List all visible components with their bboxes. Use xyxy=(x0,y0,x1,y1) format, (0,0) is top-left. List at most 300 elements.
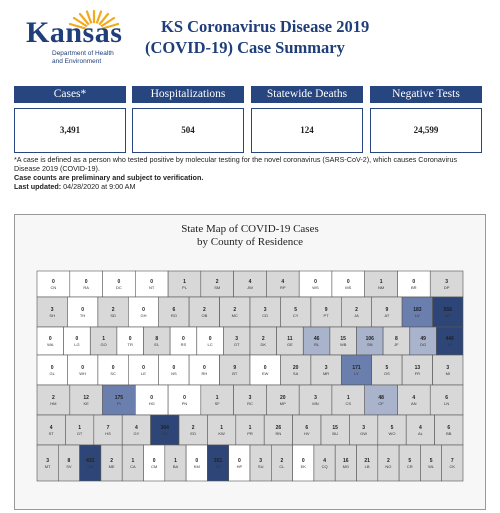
county-sw xyxy=(80,445,101,481)
footnotes xyxy=(14,155,484,191)
county-abbrev: GH xyxy=(140,313,147,318)
county-count: 0 xyxy=(195,458,199,464)
county-count: 183 xyxy=(413,307,422,313)
county-abbrev: PR xyxy=(247,431,253,436)
county-count: 6 xyxy=(172,307,176,313)
county-ns xyxy=(159,355,189,385)
county-sn xyxy=(357,327,384,355)
county-count: 8 xyxy=(395,336,398,342)
county-abbrev: MR xyxy=(322,371,330,376)
county-abbrev: RS xyxy=(180,342,187,347)
stat-negative-tests-label: Negative Tests xyxy=(370,86,482,103)
county-abbrev: CA xyxy=(130,464,136,469)
county-count: 1 xyxy=(183,279,186,285)
stat-deaths-value: 124 xyxy=(251,108,363,153)
county-abbrev: MC xyxy=(231,313,238,318)
county-abbrev: DG xyxy=(420,342,427,347)
county-count: 4 xyxy=(412,395,416,401)
county-abbrev: RL xyxy=(314,342,320,347)
county-abbrev: HS xyxy=(105,431,111,436)
county-count: 0 xyxy=(150,395,154,401)
last-updated-value: 04/28/2020 at 9:00 AM xyxy=(63,182,136,191)
county-cs xyxy=(332,385,365,415)
county-abbrev: CD xyxy=(262,313,269,318)
county-count: 175 xyxy=(114,395,124,401)
county-lc xyxy=(197,327,224,355)
county-rl xyxy=(303,327,330,355)
stat-negative-tests xyxy=(370,86,482,152)
county-mg xyxy=(335,445,356,481)
stat-deaths xyxy=(251,86,363,152)
county-dk xyxy=(250,327,277,355)
logo-wordmark: Kansas xyxy=(26,16,123,49)
county-abbrev: CN xyxy=(50,285,57,290)
stat-negative-tests-value: 24,599 xyxy=(370,108,482,153)
county-ba xyxy=(165,445,186,481)
county-rh xyxy=(189,355,219,385)
county-tr xyxy=(117,327,144,355)
county-abbrev: EK xyxy=(300,464,306,469)
county-br xyxy=(398,271,431,297)
county-mn xyxy=(299,385,332,415)
stat-hospitalizations xyxy=(132,86,244,152)
logo-sub-line2: and Environment xyxy=(52,58,102,65)
county-count: 1 xyxy=(131,458,135,464)
county-abbrev: LB xyxy=(364,464,370,469)
county-abbrev: ED xyxy=(190,431,196,436)
county-kw xyxy=(207,415,235,445)
county-abbrev: GT xyxy=(76,431,83,436)
county-count: 0 xyxy=(203,365,206,371)
county-count: 3 xyxy=(324,365,328,371)
county-el xyxy=(144,327,171,355)
county-mt xyxy=(37,445,58,481)
county-count: 1 xyxy=(78,425,81,431)
stat-cases-value: 3,491 xyxy=(14,108,126,153)
county-ke xyxy=(70,385,103,415)
county-dc xyxy=(103,271,136,297)
county-count: 5 xyxy=(390,425,394,431)
county-abbrev: LV xyxy=(415,313,420,318)
county-abbrev: RO xyxy=(170,313,177,318)
county-abbrev: RN xyxy=(275,431,282,436)
county-rn xyxy=(264,415,292,445)
county-count: 0 xyxy=(263,365,267,371)
county-count: 558 xyxy=(443,307,452,313)
county-ws xyxy=(299,271,332,297)
county-gy xyxy=(122,415,150,445)
county-fi xyxy=(103,385,136,415)
county-abbrev: ST xyxy=(48,431,54,436)
county-cl xyxy=(271,445,292,481)
county-count: 3 xyxy=(445,279,448,285)
county-count: 2 xyxy=(110,458,113,464)
county-abbrev: HP xyxy=(236,464,243,469)
county-count: 171 xyxy=(352,365,361,371)
county-count: 6 xyxy=(305,425,309,431)
county-abbrev: ME xyxy=(108,464,115,469)
county-abbrev: KM xyxy=(193,464,200,469)
county-count: 9 xyxy=(233,365,237,371)
county-jw xyxy=(234,271,267,297)
county-count: 0 xyxy=(128,336,132,342)
county-abbrev: HM xyxy=(50,401,57,406)
county-st xyxy=(37,415,65,445)
county-count: 2 xyxy=(215,279,219,285)
county-cq xyxy=(314,445,335,481)
county-pt xyxy=(311,297,341,327)
county-le xyxy=(128,355,158,385)
county-wa xyxy=(37,327,64,355)
county-count: 0 xyxy=(48,336,52,342)
county-count: 5 xyxy=(408,458,412,464)
county-count: 2 xyxy=(203,307,206,313)
county-abbrev: FI xyxy=(117,401,121,406)
county-ln xyxy=(430,385,463,415)
county-hg xyxy=(135,385,168,415)
county-abbrev: TR xyxy=(127,342,133,347)
county-fr xyxy=(402,355,432,385)
county-abbrev: PN xyxy=(181,401,188,406)
county-abbrev: BU xyxy=(332,431,338,436)
county-abbrev: JA xyxy=(354,313,359,318)
county-abbrev: GY xyxy=(133,431,140,436)
county-count: 5 xyxy=(429,458,433,464)
county-abbrev: SC xyxy=(110,371,116,376)
county-abbrev: MN xyxy=(312,401,319,406)
stat-cases xyxy=(14,86,126,152)
stat-hospitalizations-label: Hospitalizations xyxy=(132,86,244,103)
county-count: 0 xyxy=(346,279,350,285)
county-abbrev: LN xyxy=(444,401,450,406)
county-abbrev: HG xyxy=(148,401,155,406)
county-at xyxy=(372,297,402,327)
county-abbrev: LE xyxy=(141,371,146,376)
county-abbrev: WO xyxy=(388,431,396,436)
county-cm xyxy=(144,445,165,481)
county-abbrev: RC xyxy=(247,401,253,406)
county-count: 20 xyxy=(280,395,286,401)
county-count: 2 xyxy=(280,458,284,464)
county-abbrev: BB xyxy=(446,431,452,436)
county-ot xyxy=(223,327,250,355)
county-count: 0 xyxy=(81,307,84,313)
county-lb xyxy=(357,445,378,481)
county-cr xyxy=(399,445,420,481)
page-title xyxy=(145,16,445,58)
county-count: 446 xyxy=(445,336,454,342)
county-go xyxy=(90,327,117,355)
county-count: 3 xyxy=(446,365,450,371)
map-title-line2: by County of Residence xyxy=(196,236,303,248)
county-abbrev: KE xyxy=(83,401,89,406)
county-sd xyxy=(98,297,128,327)
county-rs xyxy=(170,327,197,355)
county-abbrev: OB xyxy=(201,313,208,318)
county-gl xyxy=(37,355,67,385)
county-wy xyxy=(433,297,463,327)
county-abbrev: WS xyxy=(312,285,319,290)
county-count: 2 xyxy=(355,307,358,313)
county-count: 4 xyxy=(135,425,138,431)
county-count: 21 xyxy=(364,458,370,464)
county-ew xyxy=(250,355,280,385)
county-abbrev: SN xyxy=(367,342,373,347)
county-count: 0 xyxy=(50,365,54,371)
county-count: 1 xyxy=(346,395,350,401)
county-count: 46 xyxy=(313,336,320,342)
county-hp xyxy=(229,445,250,481)
county-count: 3 xyxy=(259,458,263,464)
county-abbrev: GO xyxy=(100,342,107,347)
county-abbrev: CQ xyxy=(321,464,328,469)
county-gt xyxy=(65,415,93,445)
county-km xyxy=(186,445,207,481)
county-count: 0 xyxy=(52,279,55,285)
county-count: 106 xyxy=(365,336,374,342)
county-abbrev: KW xyxy=(218,431,225,436)
county-count: 15 xyxy=(340,336,346,342)
county-count: 3 xyxy=(314,395,317,401)
county-abbrev: SU xyxy=(257,464,264,469)
county-me xyxy=(101,445,122,481)
county-count: 0 xyxy=(152,458,156,464)
county-abbrev: HV xyxy=(304,431,310,436)
county-count: 20 xyxy=(292,365,299,371)
county-abbrev: CS xyxy=(345,401,352,406)
county-abbrev: CL xyxy=(279,464,285,469)
county-count: 7 xyxy=(106,425,110,431)
page-title-line2: (COVID-19) Case Summary xyxy=(145,38,345,57)
county-count: 0 xyxy=(81,365,84,371)
stat-cases-label: Cases* xyxy=(14,86,126,103)
county-count: 0 xyxy=(412,279,416,285)
county-abbrev: CF xyxy=(378,401,384,406)
county-jf xyxy=(383,327,410,355)
county-count: 4 xyxy=(323,458,326,464)
county-count: 16 xyxy=(343,458,349,464)
county-ca xyxy=(122,445,143,481)
county-count: 0 xyxy=(142,307,145,313)
county-count: 0 xyxy=(182,336,185,342)
county-abbrev: MP xyxy=(279,401,286,406)
county-abbrev: SD xyxy=(110,313,116,318)
county-abbrev: OT xyxy=(233,342,240,347)
county-cd xyxy=(250,297,280,327)
county-count: 2 xyxy=(191,425,195,431)
county-count: 7 xyxy=(450,458,454,464)
county-ed xyxy=(179,415,207,445)
county-abbrev: WB xyxy=(339,342,347,347)
county-count: 9 xyxy=(324,307,328,313)
county-count: 0 xyxy=(301,458,305,464)
county-abbrev: AN xyxy=(411,401,417,406)
county-nt xyxy=(135,271,168,297)
county-rp xyxy=(266,271,299,297)
county-count: 4 xyxy=(419,425,422,431)
county-count: 13 xyxy=(414,365,421,371)
county-abbrev: RH xyxy=(201,371,208,376)
county-count: 3 xyxy=(235,336,239,342)
county-count: 2 xyxy=(261,336,265,342)
county-wh xyxy=(67,355,97,385)
county-count: 26 xyxy=(275,425,282,431)
county-abbrev: SW xyxy=(87,464,94,469)
county-abbrev: GW xyxy=(360,431,368,436)
county-abbrev: CK xyxy=(449,464,456,469)
county-abbrev: NS xyxy=(171,371,177,376)
county-wl xyxy=(420,445,441,481)
county-gw xyxy=(349,415,377,445)
map-title-line1: State Map of COVID-19 Cases xyxy=(181,223,319,235)
county-lg xyxy=(64,327,91,355)
county-count: 9 xyxy=(385,307,389,313)
county-ly xyxy=(341,355,371,385)
county-abbrev: JF xyxy=(394,342,399,347)
county-abbrev: GL xyxy=(49,371,55,376)
county-abbrev: SM xyxy=(214,285,221,290)
county-ck xyxy=(442,445,463,481)
county-sh xyxy=(37,297,67,327)
county-dg xyxy=(410,327,437,355)
county-count: 3 xyxy=(248,395,252,401)
county-abbrev: TH xyxy=(79,313,86,318)
county-abbrev: DP xyxy=(443,285,450,290)
county-bb xyxy=(435,415,463,445)
county-mp xyxy=(266,385,299,415)
stat-deaths-label: Statewide Deaths xyxy=(251,86,363,103)
county-abbrev: LG xyxy=(74,342,80,347)
county-ek xyxy=(293,445,314,481)
county-mr xyxy=(311,355,341,385)
county-abbrev: LC xyxy=(207,342,213,347)
county-wo xyxy=(378,415,406,445)
page-title-line1: KS Coronavirus Disease 2019 xyxy=(161,17,370,36)
county-abbrev: NT xyxy=(149,285,155,290)
county-count: 1 xyxy=(174,458,177,464)
county-count: 0 xyxy=(183,395,186,401)
county-al xyxy=(406,415,434,445)
county-map xyxy=(15,215,485,509)
county-abbrev: AT xyxy=(384,313,390,318)
county-count: 0 xyxy=(172,365,176,371)
county-os xyxy=(372,355,402,385)
county-count: 4 xyxy=(248,279,252,285)
county-hs xyxy=(94,415,122,445)
county-count: 1 xyxy=(379,279,383,285)
county-count: 2 xyxy=(233,307,237,313)
county-gh xyxy=(128,297,158,327)
county-abbrev: WA xyxy=(47,342,54,347)
county-abbrev: SV xyxy=(66,464,72,469)
county-count: 0 xyxy=(150,279,154,285)
county-abbrev: MS xyxy=(345,285,352,290)
county-cf xyxy=(365,385,398,415)
county-hv xyxy=(293,415,321,445)
county-count: 1 xyxy=(248,425,252,431)
county-ms xyxy=(332,271,365,297)
case-definition-note: *A case is defined as a person who tested positive by molecular testing for the novel coronavirus (SARS-CoV-2), which causes Coronavirus Disease 2019 (COVID-19). xyxy=(14,155,458,173)
county-pr xyxy=(236,415,264,445)
county-count: 8 xyxy=(67,458,71,464)
county-count: 0 xyxy=(117,279,121,285)
county-count: 0 xyxy=(111,365,115,371)
stat-hospitalizations-value: 504 xyxy=(132,108,244,153)
county-pn xyxy=(168,385,201,415)
county-ja xyxy=(341,297,371,327)
county-cn xyxy=(37,271,70,297)
county-sv xyxy=(58,445,79,481)
county-abbrev: JO xyxy=(447,342,453,347)
logo-sub-line1: Department of Health xyxy=(52,50,114,57)
county-count: 5 xyxy=(385,365,389,371)
county-count: 4 xyxy=(49,425,53,431)
county-count: 0 xyxy=(75,336,79,342)
county-nm xyxy=(365,271,398,297)
county-count: 8 xyxy=(155,336,159,342)
county-abbrev: WH xyxy=(79,371,86,376)
county-abbrev: EL xyxy=(154,342,160,347)
county-abbrev: SG xyxy=(215,464,221,469)
county-dp xyxy=(430,271,463,297)
county-lv xyxy=(402,297,432,327)
preliminary-note: Case counts are preliminary and subject to verification. xyxy=(14,173,204,182)
county-count: 2 xyxy=(111,307,115,313)
county-abbrev: BT xyxy=(232,371,238,376)
county-count: 3 xyxy=(46,458,49,464)
county-abbrev: DC xyxy=(116,285,122,290)
county-abbrev: BA xyxy=(172,464,179,469)
county-sa xyxy=(280,355,310,385)
county-jo xyxy=(436,327,463,355)
county-th xyxy=(67,297,97,327)
county-abbrev: JW xyxy=(247,285,253,290)
county-count: 3 xyxy=(362,425,365,431)
county-abbrev: PT xyxy=(323,313,329,318)
county-abbrev: MG xyxy=(342,464,350,469)
county-count: 432 xyxy=(86,458,95,464)
county-sc xyxy=(98,355,128,385)
county-abbrev: BR xyxy=(411,285,417,290)
county-count: 48 xyxy=(378,395,384,401)
county-abbrev: OS xyxy=(384,371,390,376)
county-an xyxy=(398,385,431,415)
county-count: 6 xyxy=(445,395,448,401)
county-abbrev: GE xyxy=(287,342,293,347)
county-sf xyxy=(201,385,234,415)
county-abbrev: FR xyxy=(414,371,421,376)
county-ra xyxy=(70,271,103,297)
county-abbrev: FO xyxy=(162,431,168,436)
county-abbrev: AL xyxy=(417,431,423,436)
county-count: 1 xyxy=(102,336,105,342)
county-wb xyxy=(330,327,357,355)
county-abbrev: CR xyxy=(406,464,413,469)
county-count: 11 xyxy=(287,336,293,342)
county-sm xyxy=(201,271,234,297)
county-su xyxy=(250,445,271,481)
county-abbrev: NO xyxy=(385,464,392,469)
county-mi xyxy=(433,355,463,385)
county-abbrev: LY xyxy=(354,371,359,376)
county-count: 364 xyxy=(160,425,169,431)
county-count: 0 xyxy=(238,458,241,464)
logo-subtitle xyxy=(52,50,114,66)
county-count: 6 xyxy=(447,425,451,431)
county-count: 3 xyxy=(263,307,267,313)
county-count: 0 xyxy=(84,279,88,285)
county-cy xyxy=(280,297,310,327)
